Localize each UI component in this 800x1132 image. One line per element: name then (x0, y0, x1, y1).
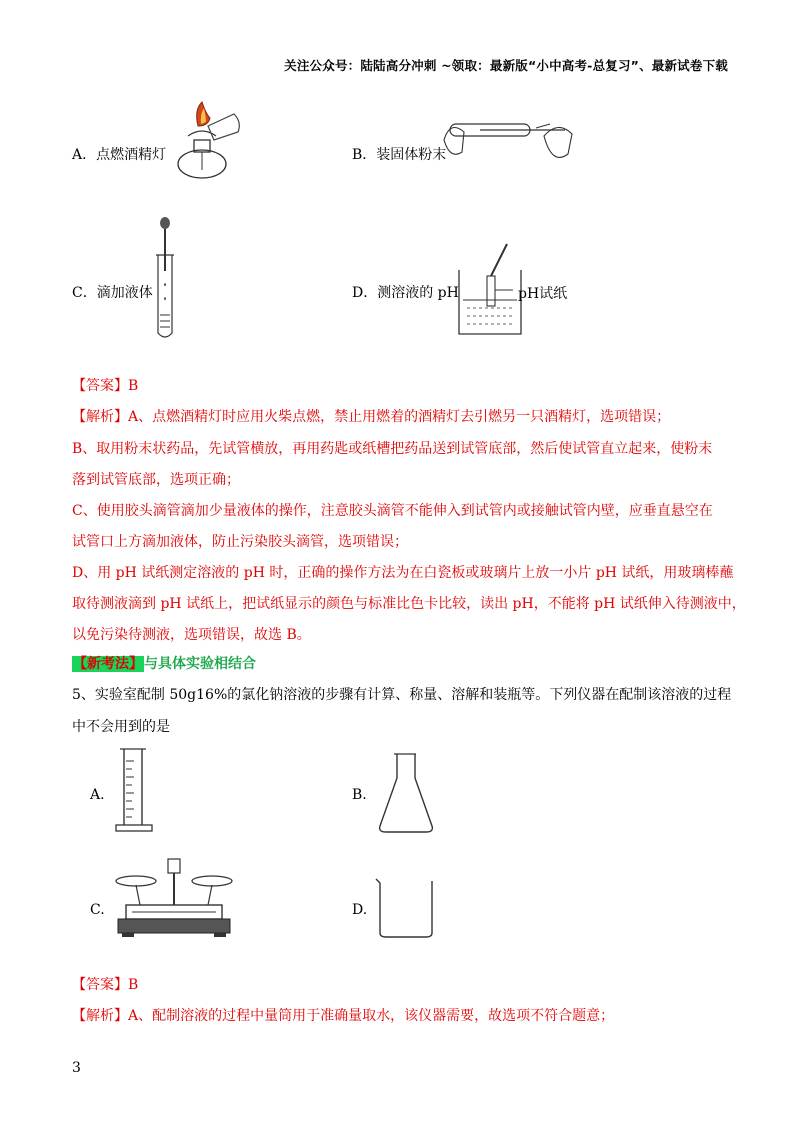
q5-analysis-text: A、配制溶液的过程中量筒用于准确量取水，该仪器需要，故选项不符合题意； (128, 1008, 615, 1024)
q5-answer-tag: 【答案】 (72, 977, 128, 993)
q5-option-d-label: D. (352, 902, 368, 918)
page-header: 关注公众号：陆陆高分冲刺 ~领取：最新版“小中高考-总复习”、最新试卷下载 (284, 58, 728, 73)
q5-line2: 中不会用到的是 (72, 719, 170, 735)
q5-answer (72, 974, 138, 994)
new-method-heading (72, 653, 256, 673)
option-a-label: A．点燃酒精灯 (72, 147, 167, 163)
beaker-figure (372, 875, 442, 945)
q5-analysis-line1 (72, 1005, 614, 1025)
new-method-tag: 【新考法】 (73, 656, 143, 672)
q5-option-b-label: B. (352, 787, 367, 803)
q4-analysis-line2: B、取用粉末状药品，先试管横放，再用药匙或纸槽把药品送到试管底部，然后使试管直立起来，使粉末 (72, 441, 713, 457)
analysis-tag: 【解析】 (72, 409, 128, 425)
dropper-figure (150, 215, 180, 345)
page-number: 3 (72, 1060, 81, 1076)
q4-analysis-line1 (72, 406, 670, 426)
conical-flask-figure (372, 750, 442, 840)
q4-analysis-line5: 试管口上方滴加液体，防止污染胶头滴管，选项错误； (72, 534, 408, 550)
ph-paper-label: pH试纸 (518, 286, 568, 302)
option-b-label: B．装固体粉末 (352, 147, 447, 163)
test-tube-powder-figure (440, 110, 580, 180)
q5-analysis-tag: 【解析】 (72, 1008, 128, 1024)
q4-analysis-line7: 取待测液滴到 pH 试纸上，把试纸显示的颜色与标准比色卡比较，读出 pH，不能将 pH 试纸伸入待测液中， (72, 596, 746, 612)
option-d-label: D．测溶液的 pH (352, 285, 459, 301)
new-method-text: 与具体实验相结合 (144, 656, 256, 672)
q4-analysis-line4: C、使用胶头滴管滴加少量液体的操作，注意胶头滴管不能伸入到试管内或接触试管内壁，应垂直悬空在 (72, 503, 713, 519)
answer-value: B (128, 378, 139, 394)
analysis-text: A、点燃酒精灯时应用火柴点燃，禁止用燃着的酒精灯去引燃另一只酒精灯，选项错误； (128, 409, 671, 425)
q4-answer (72, 375, 138, 395)
q4-analysis-line8: 以免污染待测液，选项错误，故选 B。 (72, 627, 311, 643)
balance-scale-figure (112, 855, 237, 940)
q5-option-c-label: C. (90, 902, 105, 918)
q5-answer-value: B (128, 977, 139, 993)
option-c-label: C．滴加液体 (72, 285, 153, 301)
answer-tag: 【答案】 (72, 378, 128, 394)
q5-option-a-label: A. (90, 787, 105, 803)
q4-analysis-line3: 落到试管底部，选项正确； (72, 472, 240, 488)
alcohol-lamp-figure (168, 96, 248, 186)
q5-line1: 5、实验室配制 50g16%的氯化钠溶液的步骤有计算、称量、溶解和装瓶等。下列仪器在配制该溶液的过程 (72, 687, 732, 703)
q4-analysis-line6: D、用 pH 试纸测定溶液的 pH 时，正确的操作方法为在白瓷板或玻璃片上放一小片 pH 试纸，用玻璃棒蘸 (72, 565, 734, 581)
graduated-cylinder-figure (112, 747, 162, 837)
